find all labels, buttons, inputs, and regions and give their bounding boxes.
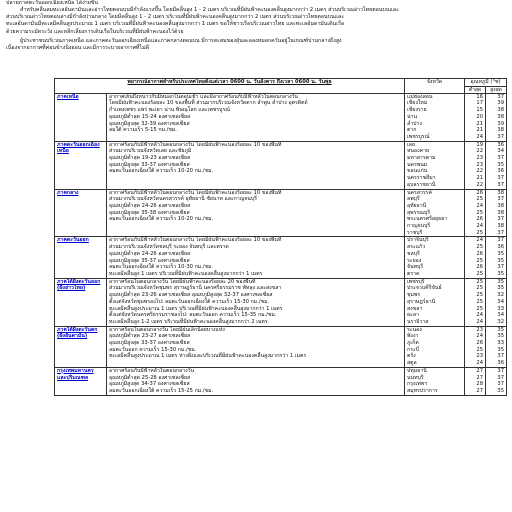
temp-low-value: 17: [476, 100, 484, 107]
temp-low-value: 25: [476, 257, 484, 264]
temp-high-value: 38: [497, 107, 505, 114]
temp-low-value: 28: [476, 381, 484, 388]
forecast-cell: [107, 326, 405, 367]
temp-low-value: 20: [476, 113, 484, 120]
province-name: เลย: [407, 141, 416, 148]
region-cell: [55, 326, 107, 367]
temp-low-value: 25: [476, 278, 484, 285]
province-name: ขอนแก่น: [407, 168, 428, 175]
province-name: นครราชสีมา: [407, 175, 436, 182]
temp-high-value: 38: [497, 113, 505, 120]
province-name: เพชรบูรณ์: [407, 133, 430, 140]
province-name: ตาก: [407, 127, 417, 134]
forecast-line: อุณหภูมิต่ำสุด 19-23 องศาเซลเซียส: [109, 155, 191, 162]
province-name: พังงา: [407, 333, 419, 340]
temp-low-value: 25: [476, 305, 484, 312]
province-name: ปทุมธานี: [407, 367, 427, 374]
province-name: ปราจีนบุรี: [407, 237, 429, 244]
province-name: กาญจนบุรี: [407, 223, 431, 230]
forecast-line: โดยมีฝนฟ้าคะนองร้อยละ 10 ของพื้นที่ ส่วนมากบริเวณจังหวัดตาก ลำพูน ลำปาง อุตรดิตถ์: [109, 100, 308, 107]
province-cell: [405, 141, 465, 189]
province-name: จันทบุรี: [407, 264, 424, 271]
temp-low-value: 25: [476, 346, 484, 353]
temp-high-value: 35: [497, 285, 505, 292]
temp-low-cell: [465, 278, 486, 326]
region-name: ภาคกลาง: [57, 189, 79, 196]
region-name: ภาคใต้ฝั่งตะวันตก (ฝั่งอันดามัน): [57, 326, 98, 340]
temp-high-value: 32: [497, 292, 505, 299]
summary-line-2: เนื่องจากอากาศที่ค่อนข้างนิ่งอ่อน และมีการระบายอากาศที่ไม่ดี: [6, 44, 150, 51]
province-name: ระยอง: [407, 257, 422, 264]
temp-high-value: 32: [497, 318, 505, 325]
province-name: ลำปาง: [407, 120, 422, 127]
forecast-line: ลมตะวันออก ความเร็ว 15-30 กม./ชม.: [109, 346, 197, 353]
temp-low-value: 22: [476, 148, 484, 155]
forecast-line: อุณหภูมิสูงสุด 34-37 องศาเซลเซียส: [109, 381, 190, 388]
forecast-line: ลมตะวันออกเฉียงใต้ ความเร็ว 15-25 กม./ชม.: [109, 387, 214, 394]
province-name: น่าน: [407, 113, 418, 120]
temp-high-value: 34: [497, 148, 505, 155]
province-name: หนองคาย: [407, 148, 430, 155]
temp-low-cell: [465, 237, 486, 278]
temp-high-value: 37: [497, 216, 505, 223]
province-cell: [405, 278, 465, 326]
temp-low-value: 24: [476, 333, 484, 340]
forecast-line: อากาศร้อนในตอนกลางวัน โดยมีฝนฟ้าคะนองร้อยละ 20 ของพื้นที่: [109, 278, 256, 285]
temp-low-value: 22: [476, 181, 484, 188]
intro-text: [6, 0, 506, 52]
table-header-low: ต่ำสุด: [465, 86, 486, 93]
forecast-line: กำแพงเพชร แพร่ พะเยา น่าน พิษณุโลก และเพชรบูรณ์: [109, 107, 231, 114]
province-name: สมุทรปราการ: [407, 387, 438, 394]
temp-low-cell: [465, 326, 486, 367]
intro-line-3: ส่วนบริเวณอ่าวไทยตอนล่างมีกำลังปานกลาง โดยมีคลื่นสูง 1 - 2 เมตร บริเวณที่มีฝนฟ้าคะนองคลื่นสูงมากกว่า 2 เมตร ส่วนบริเวณอ่าวไทยตอนบนและ: [6, 14, 345, 21]
temp-low-cell: [465, 189, 486, 237]
forecast-line: อุณหภูมิสูงสุด 32-39 องศาเซลเซียส: [109, 120, 190, 127]
forecast-line: ทะเลมีคลื่นสูงประมาณ 1 เมตร บริเวณที่มีฝนฟ้าคะนองคลื่นสูงมากกว่า 1 เมตร: [109, 305, 283, 312]
forecast-line: ส่วนมากบริเวณจังหวัดชุมพร สุราษฎร์ธานี นครศรีธรรมราช พัทลุง และสงขลา: [109, 285, 282, 292]
temp-low-value: 23: [476, 155, 484, 162]
temp-low-value: 24: [476, 202, 484, 209]
temp-low-value: 24: [476, 318, 484, 325]
province-name: นครพนม: [407, 161, 428, 168]
region-name: ภาคเหนือ: [57, 93, 79, 100]
temp-high-cell: [486, 278, 507, 326]
temp-high-value: 38: [497, 127, 505, 134]
temp-high-value: 39: [497, 100, 505, 107]
temp-low-value: 25: [476, 196, 484, 203]
table-header-temp: อุณหภูมิ (°ซ): [465, 79, 507, 87]
forecast-cell: [107, 189, 405, 237]
province-name: อุบลราชธานี: [407, 181, 436, 188]
temp-high-value: 35: [497, 161, 505, 168]
temp-high-value: 35: [497, 326, 505, 333]
temp-high-value: 37: [497, 175, 505, 182]
temp-low-value: 25: [476, 292, 484, 299]
forecast-cell: [107, 141, 405, 189]
forecast-line: อากาศร้อนกับมีฟ้าหลัวในตอนกลางวัน โดยมีฝนฟ้าคะนองร้อยละ 10 ของพื้นที่: [109, 237, 282, 244]
province-cell: [405, 326, 465, 367]
temp-low-value: 26: [476, 189, 484, 196]
intro-line-1: ปลายภาคตะวันออกเฉียงเหนือ ได้ง่ายขึ้น: [6, 0, 99, 6]
region-name: กรุงเทพมหานคร และปริมณฑล: [57, 367, 94, 381]
temp-low-value: 23: [476, 353, 484, 360]
temp-low-value: 19: [476, 141, 484, 148]
province-cell: [405, 189, 465, 237]
forecast-line: อุณหภูมิสูงสุด 35-38 องศาเซลเซียส: [109, 209, 190, 216]
forecast-line: ทะเลมีคลื่นสูง 1-2 เมตร บริเวณที่มีฝนฟ้าคะนองคลื่นสูงมากกว่า 2 เมตร: [109, 318, 268, 325]
forecast-table-body: [55, 93, 507, 395]
temp-high-value: 37: [497, 181, 505, 188]
table-row: [55, 278, 507, 326]
intro-line-5: ด้วยความระมัดระวัง และหลีกเลี่ยงการเดินเรือในบริเวณที่มีฝนฟ้าคะนองไว้ด้วย: [6, 28, 184, 35]
forecast-line: อากาศเย็นถึงหนาวกับมีหมอกในตอนเช้า และมีอากาศร้อนกับมีฟ้าหลัวในตอนกลางวัน: [109, 93, 298, 100]
forecast-line: ส่วนมากบริเวณจังหวัดชลบุรี ระยอง จันทบุรี และตราด: [109, 244, 229, 251]
province-name: สุพรรณบุรี: [407, 209, 431, 216]
temp-high-value: 34: [497, 312, 505, 319]
province-name: กระบี่: [407, 346, 420, 353]
table-header-high: สูงสุด: [486, 86, 507, 93]
temp-high-value: 33: [497, 340, 505, 347]
forecast-line: อากาศร้อนกับมีฟ้าหลัวในตอนกลางวัน โดยมีฝนฟ้าคะนองร้อยละ 10 ของพื้นที่: [109, 141, 282, 148]
header-title: พยากรณ์อากาศสำหรับประเทศไทยตั้งแต่เวลา 0600 น. วันอังคาร ถึงเวลา 0600 น. วันพุธ: [127, 79, 332, 85]
temp-high-cell: [486, 326, 507, 367]
region-name: ภาคตะวันออกเฉียงเหนือ: [57, 141, 100, 155]
province-name: เพชรบุรี: [407, 278, 425, 285]
temp-low-value: 25: [476, 270, 484, 277]
province-name: ระนอง: [407, 326, 422, 333]
temp-low-value: 21: [476, 120, 484, 127]
province-name: กรุงเทพฯ: [407, 381, 428, 388]
province-name: มหาสารคาม: [407, 155, 436, 162]
temp-high-value: 35: [497, 270, 505, 277]
temp-low-value: 27: [476, 367, 484, 374]
forecast-line: อากาศร้อนกับมีฟ้าหลัวในตอนกลางวัน โดยมีฝนฟ้าคะนองร้อยละ 10 ของพื้นที่: [109, 189, 282, 196]
forecast-line: ลมใต้ ความเร็ว 5-15 กม./ชม.: [109, 127, 177, 134]
temp-low-value: 26: [476, 216, 484, 223]
region-cell: [55, 141, 107, 189]
forecast-cell: [107, 367, 405, 395]
province-name: เชียงใหม่: [407, 100, 428, 107]
province-name: ยะลา: [407, 312, 419, 319]
temp-high-value: 38: [497, 209, 505, 216]
temp-high-value: 38: [497, 223, 505, 230]
region-name: ภาคใต้ฝั่งตะวันออก (ฝั่งอ่าวไทย): [57, 278, 101, 292]
province-name: เชียงราย: [407, 107, 427, 114]
temp-low-value: 26: [476, 264, 484, 271]
forecast-line: อุณหภูมิสูงสุด 33-37 องศาเซลเซียส: [109, 161, 190, 168]
region-cell: [55, 189, 107, 237]
temp-high-value: 37: [497, 374, 505, 381]
temp-low-value: 24: [476, 360, 484, 367]
temp-high-value: 36: [497, 244, 505, 251]
temp-high-cell: [486, 189, 507, 237]
temp-high-value: 39: [497, 120, 505, 127]
province-name: ชลบุรี: [407, 250, 420, 257]
intro-line-4: ทะเลอันดามันมีทะเลมีคลื่นสูงประมาณ 1 เมตร บริเวณที่มีฝนฟ้าคะนองคลื่นสูงมากกว่า 1 เมตร ขอให้ชาวเรือบริเวณอ่าวไทย และทะเลอันดามันเดินเรือ: [6, 21, 345, 28]
forecast-cell: [107, 278, 405, 326]
temp-high-value: 37: [497, 196, 505, 203]
temp-high-value: 37: [497, 264, 505, 271]
temp-high-value: 37: [497, 367, 505, 374]
temp-low-value: 25: [476, 244, 484, 251]
temp-low-value: 25: [476, 298, 484, 305]
province-name: สุราษฎร์ธานี: [407, 298, 436, 305]
temp-high-value: 37: [497, 237, 505, 244]
province-name: ราชบุรี: [407, 229, 423, 236]
table-row: [55, 367, 507, 395]
province-name: ภูเก็ต: [407, 340, 419, 347]
temp-low-cell: [465, 367, 486, 395]
province-name: สระแก้ว: [407, 244, 426, 251]
province-name: สตูล: [407, 360, 417, 367]
table-row: [55, 326, 507, 367]
temp-low-value: 25: [476, 229, 484, 236]
region-cell: [55, 93, 107, 141]
forecast-line: ตั้งแต่จังหวัดนครศรีธรรมราชลงไป: ลมตะวันออก ความเร็ว 15-35 กม./ชม.: [109, 312, 277, 319]
temp-low-value: 16: [476, 93, 484, 100]
table-row: [55, 141, 507, 189]
temp-low-value: 27: [476, 387, 484, 394]
temp-low-value: 25: [476, 209, 484, 216]
temp-high-value: 36: [497, 360, 505, 367]
temp-high-value: 34: [497, 298, 505, 305]
province-name: แม่ฮ่องสอน: [407, 93, 433, 100]
temp-high-value: 35: [497, 346, 505, 353]
temp-low-cell: [465, 141, 486, 189]
temp-low-value: 23: [476, 161, 484, 168]
forecast-line: ตั้งแต่จังหวัดชุมพรลงไป: ลมตะวันออกเฉียงใต้ ความเร็ว 15-30 กม./ชม.: [109, 298, 270, 305]
table-row: [55, 93, 507, 141]
forecast-line: อุณหภูมิต่ำสุด 25-28 องศาเซลเซียส: [109, 374, 191, 381]
forecast-cell: [107, 93, 405, 141]
forecast-line: อากาศร้อนในตอนกลางวัน โดยมีฝนเล็กน้อยบางแห่ง: [109, 326, 225, 333]
forecast-line: อากาศร้อนกับมีฟ้าหลัวในตอนกลางวัน: [109, 367, 195, 374]
forecast-line: อุณหภูมิสูงสุด 33-37 องศาเซลเซียส: [109, 340, 190, 347]
temp-high-value: 38: [497, 189, 505, 196]
table-row: [55, 237, 507, 278]
temp-high-value: 37: [497, 133, 505, 140]
forecast-line: ทะเลมีคลื่นสูงประมาณ 1 เมตร ห่างฝั่งและบริเวณที่มีฝนฟ้าคะนองคลื่นสูงมากกว่า 1 เมตร: [109, 353, 307, 360]
forecast-line: ส่วนมากบริเวณจังหวัดเลย และชัยภูมิ: [109, 148, 192, 155]
temp-high-cell: [486, 93, 507, 141]
temp-low-value: 24: [476, 133, 484, 140]
temp-high-value: 37: [497, 381, 505, 388]
temp-low-value: 27: [476, 374, 484, 381]
forecast-table: [54, 78, 507, 396]
province-name: อุทัยธานี: [407, 202, 427, 209]
province-name: ประจวบคีรีขันธ์: [407, 285, 442, 292]
temp-high-value: 37: [497, 229, 505, 236]
province-cell: [405, 93, 465, 141]
temp-low-value: 26: [476, 250, 484, 257]
temp-high-cell: [486, 141, 507, 189]
forecast-line: ลมตะวันออกเฉียงใต้ ความเร็ว 10-20 กม./ชม.: [109, 216, 214, 223]
temp-low-value: 15: [476, 107, 484, 114]
temp-low-value: 24: [476, 237, 484, 244]
forecast-line: อุณหภูมิต่ำสุด 15-24 องศาเซลเซียส: [109, 113, 191, 120]
temp-low-value: 22: [476, 168, 484, 175]
region-cell: [55, 237, 107, 278]
temp-high-value: 35: [497, 333, 505, 340]
temp-low-value: 23: [476, 326, 484, 333]
temp-low-value: 24: [476, 223, 484, 230]
temp-high-value: 37: [497, 155, 505, 162]
summary-line-1: ผู้ประชาชนบริเวณภาคเหนือ และภาคตะวันออกเฉียงเหนือและภาคกลางตอนบน มีการสะสมของฝุ่นละอองหมอกควันอยู่ในเกณฑ์ปานกลางถึงสูง: [20, 37, 342, 44]
intro-line-2: สำหรับคลื่นลมทะเลอันดามันและอ่าวไทยตอนบนมีกำลังแรงขึ้น โดยมีคลื่นสูง 1 - 2 เมตร บริเวณที่มีฝนฟ้าคะนองคลื่นสูงมากกว่า 2 เมตร ส่วนบริเวณอ่าวไทยตอนบนและ: [20, 7, 399, 14]
forecast-line: อุณหภูมิสูงสุด 35-37 องศาเซลเซียส: [109, 257, 190, 264]
region-cell: [55, 278, 107, 326]
forecast-line: อุณหภูมิต่ำสุด 24-26 องศาเซลเซียส: [109, 202, 191, 209]
province-cell: [405, 367, 465, 395]
table-header-forecast: [55, 79, 405, 94]
region-name: ภาคตะวันออก: [57, 237, 89, 244]
temp-high-value: 37: [497, 353, 505, 360]
table-row: [55, 189, 507, 237]
temp-high-value: 33: [497, 305, 505, 312]
forecast-line: ส่วนมากบริเวณจังหวัดนครสวรรค์ อุทัยธานี ชัยนาท และกาญจนบุรี: [109, 196, 257, 203]
forecast-line: อุณหภูมิต่ำสุด 23-26 องศาเซลเซียส อุณหภูมิสูงสุด 32-37 องศาเซลเซียส: [109, 292, 273, 299]
temp-high-value: 36: [497, 168, 505, 175]
province-name: ตรัง: [407, 353, 416, 360]
temp-high-cell: [486, 367, 507, 395]
temp-low-cell: [465, 93, 486, 141]
province-name: นราธิวาส: [407, 318, 429, 325]
province-name: นนทบุรี: [407, 374, 424, 381]
temp-high-value: 35: [497, 250, 505, 257]
forecast-line: อุณหภูมิต่ำสุด 23-27 องศาเซลเซียส: [109, 333, 191, 340]
table-header-province: จังหวัด: [405, 79, 465, 94]
province-cell: [405, 237, 465, 278]
region-cell: [55, 367, 107, 395]
temp-low-value: 21: [476, 127, 484, 134]
forecast-line: ลมตะวันออกเฉียงใต้ ความเร็ว 10-30 กม./ชม.: [109, 264, 214, 271]
province-name: พระนครศรีอยุธยา: [407, 216, 448, 223]
province-name: ลพบุรี: [407, 196, 420, 203]
province-name: สงขลา: [407, 305, 423, 312]
temp-low-value: 24: [476, 312, 484, 319]
temp-high-value: 37: [497, 93, 505, 100]
temp-high-value: 35: [497, 387, 505, 394]
temp-high-value: 35: [497, 257, 505, 264]
temp-high-cell: [486, 237, 507, 278]
temp-low-value: 21: [476, 175, 484, 182]
forecast-line: ทะเลมีคลื่นสูง 1 เมตร บริเวณที่มีฝนฟ้าคะนองคลื่นสูงมากกว่า 1 เมตร: [109, 270, 263, 277]
temp-high-value: 38: [497, 202, 505, 209]
forecast-cell: [107, 237, 405, 278]
province-name: นครสวรรค์: [407, 189, 432, 196]
temp-high-value: 35: [497, 278, 505, 285]
province-name: ชุมพร: [407, 292, 421, 299]
province-name: ตราด: [407, 270, 420, 277]
forecast-line: อุณหภูมิต่ำสุด 24-26 องศาเซลเซียส: [109, 250, 191, 257]
forecast-line: ลมตะวันออกเฉียงใต้ ความเร็ว 10-20 กม./ชม.: [109, 168, 214, 175]
temp-low-value: 25: [476, 285, 484, 292]
temp-high-value: 36: [497, 141, 505, 148]
temp-low-value: 26: [476, 340, 484, 347]
